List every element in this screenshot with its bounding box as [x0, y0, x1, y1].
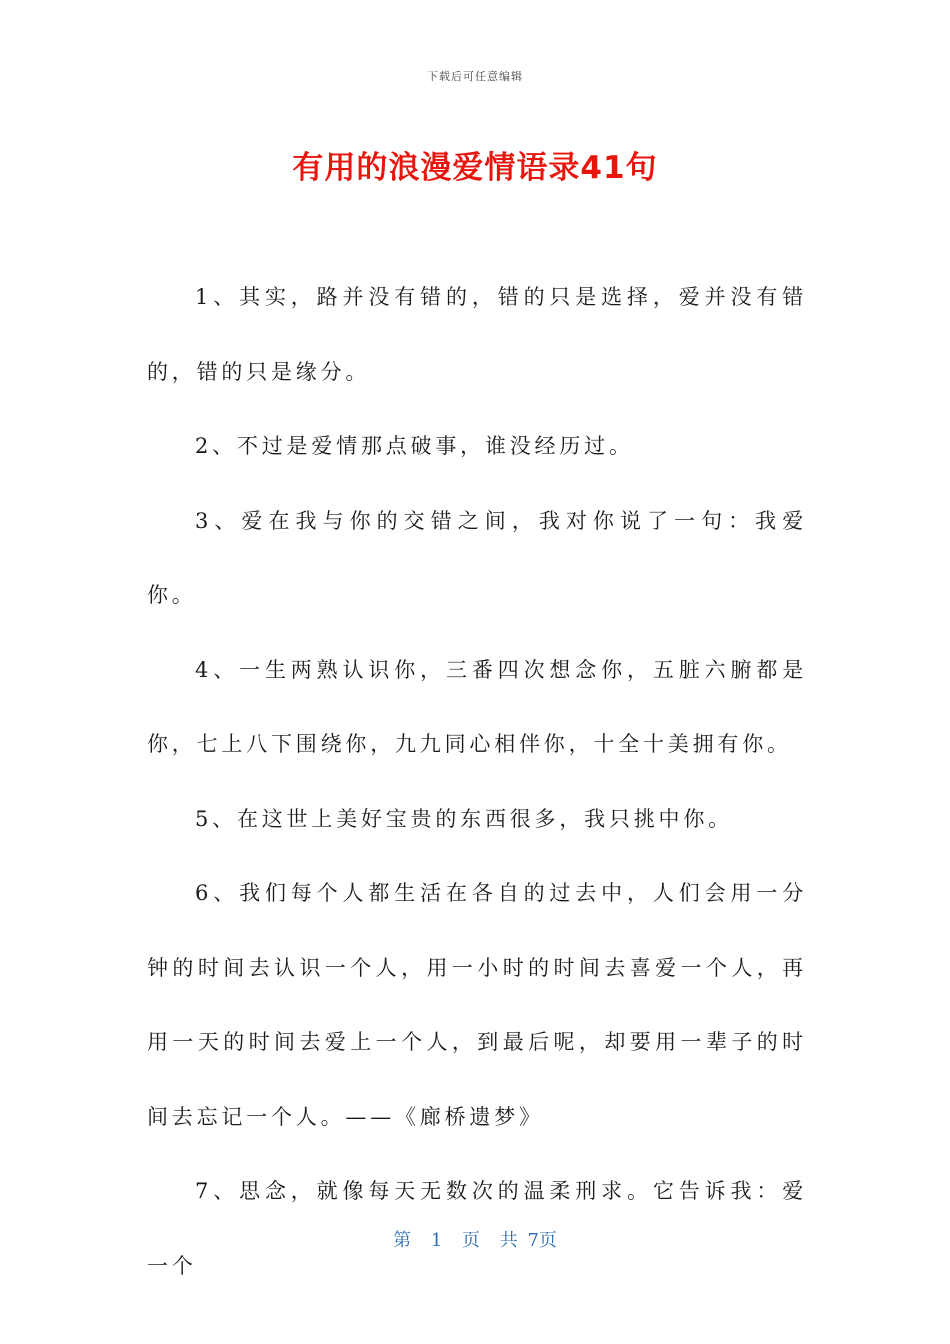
paragraph-7: 7、思念，就像每天无数次的温柔刑求。它告诉我：爱一个	[147, 1179, 807, 1278]
page-number: 1	[430, 1230, 443, 1251]
page-prefix: 第	[393, 1230, 412, 1251]
paragraph-4: 4、一生两熟认识你，三番四次想念你，五脏六腑都是你，七上八下围绕你，九九同心相伴你，十全十美拥有你。	[147, 657, 807, 756]
page-word: 页	[462, 1230, 480, 1251]
page-footer	[0, 1226, 950, 1252]
total-prefix: 共	[499, 1230, 518, 1251]
header-note: 下载后可任意编辑	[427, 70, 523, 83]
document-body	[147, 260, 807, 1303]
total-pages: 7页	[527, 1230, 557, 1251]
paragraph-1: 1、其实，路并没有错的，错的只是选择，爱并没有错的，错的只是缘分。	[147, 285, 807, 384]
paragraph-2: 2、不过是爱情那点破事，谁没经历过。	[195, 434, 634, 458]
paragraph-3: 3、爱在我与你的交错之间，我对你说了一句：我爱你。	[147, 508, 807, 607]
paragraph-6: 6、我们每个人都生活在各自的过去中，人们会用一分钟的时间去认识一个人，用一小时的时间去喜爱一个人，再用一天的时间去爱上一个人，到最后呢，却要用一辈子的时间去忘记一个人。——《廊桥遗梦》	[147, 881, 807, 1129]
document-title: 有用的浪漫爱情语录41句	[292, 150, 658, 186]
paragraph-5: 5、在这世上美好宝贵的东西很多，我只挑中你。	[195, 806, 733, 831]
